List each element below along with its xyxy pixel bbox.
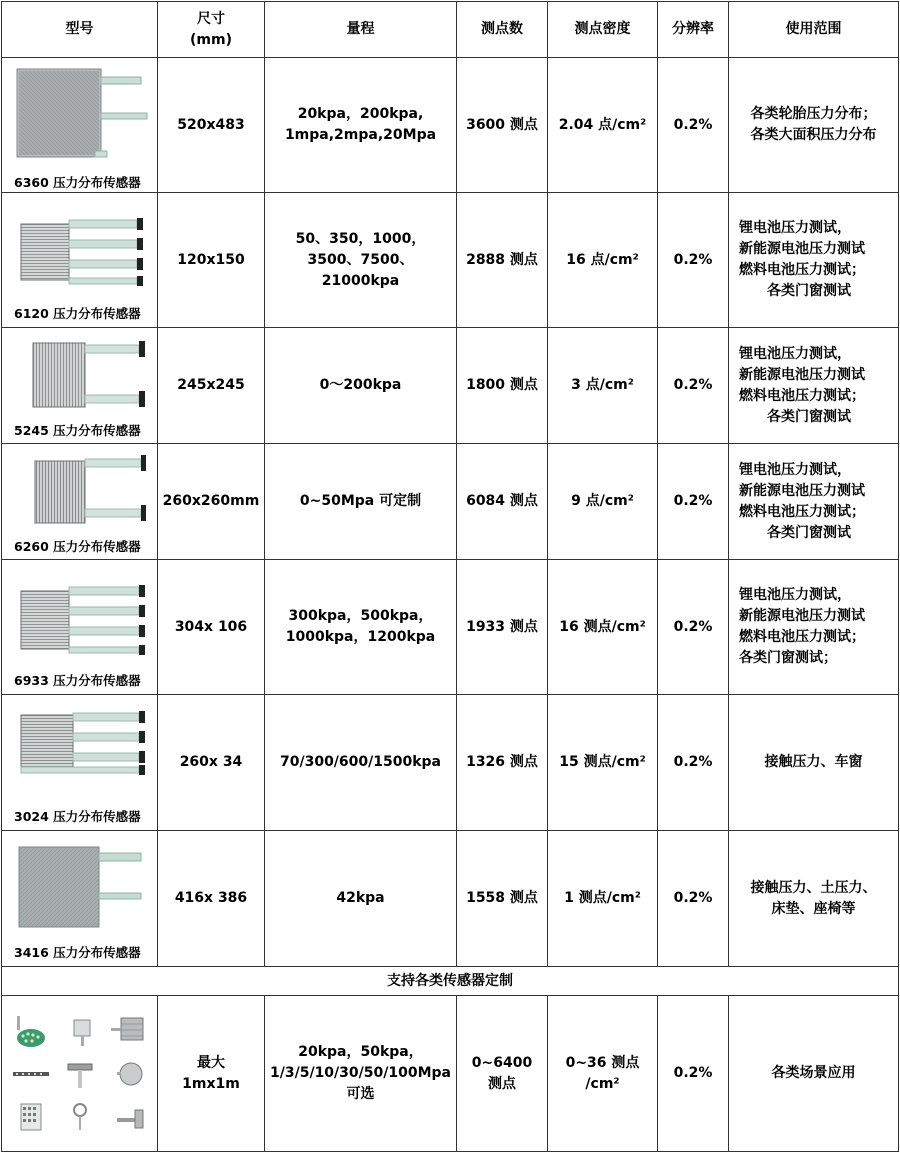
usage-line: 新能源电池压力测试 — [739, 482, 865, 499]
usage-line: 床垫、座椅等 — [771, 900, 856, 917]
range-cell — [265, 193, 457, 328]
header-resolution: 分辨率 — [658, 2, 729, 58]
custom-range-line: 可选 — [346, 1086, 375, 1102]
usage-line: 各类门窗测试 — [767, 524, 851, 541]
size-cell: 520x483 — [158, 58, 265, 193]
usage-line: 各类门窗测试； — [739, 650, 837, 666]
header-model: 型号 — [2, 2, 158, 58]
custom-icons-cell — [2, 996, 158, 1152]
range-cell — [265, 58, 457, 193]
resolution-cell: 0.2% — [658, 58, 729, 193]
model-cell — [2, 695, 158, 831]
range-cell — [265, 695, 457, 831]
model-caption: 3024 压力分布传感器 — [14, 808, 141, 824]
points-cell: 6084 测点 — [457, 444, 548, 560]
custom-banner-row — [2, 967, 899, 996]
usage-line: 锂电池压力测试， — [739, 345, 851, 362]
custom-banner: 支持各类传感器定制 — [2, 967, 899, 996]
table-row — [2, 58, 899, 193]
range-line: 1mpa,2mpa,20Mpa — [284, 127, 437, 143]
header-size — [158, 2, 265, 58]
size-cell: 120x150 — [158, 193, 265, 328]
header-points: 测点数 — [457, 2, 548, 58]
size-cell: 416x 386 — [158, 831, 265, 967]
sensor-3024-image — [5, 705, 155, 805]
resolution-cell: 0.2% — [658, 560, 729, 695]
model-caption: 6120 压力分布传感器 — [14, 306, 141, 321]
custom-points-line: 0~6400 — [471, 1054, 533, 1071]
model-cell — [2, 831, 158, 967]
custom-density-line: /cm² — [585, 1075, 620, 1092]
custom-resolution-cell: 0.2% — [658, 996, 729, 1152]
custom-size-cell — [158, 996, 265, 1152]
range-line: 0～200kpa — [319, 377, 402, 393]
strip-sensor-icon — [11, 1056, 51, 1092]
model-caption: 6933 压力分布传感器 — [14, 673, 141, 688]
usage-line: 锂电池压力测试， — [739, 220, 851, 236]
resolution-cell: 0.2% — [658, 695, 729, 831]
table-row — [2, 831, 899, 967]
model-caption: 6260 压力分布传感器 — [14, 538, 141, 554]
header-size-line1: 尺寸 — [197, 10, 225, 27]
custom-density-cell — [548, 996, 658, 1152]
size-cell: 304x 106 — [158, 560, 265, 695]
square-sensor-icon — [60, 1014, 100, 1050]
usage-line: 锂电池压力测试， — [739, 461, 851, 478]
custom-range-cell — [265, 996, 457, 1152]
sensor-6933-image — [5, 569, 155, 669]
range-cell — [265, 328, 457, 444]
size-cell: 260x260mm — [158, 444, 265, 560]
size-cell: 245x245 — [158, 328, 265, 444]
model-cell — [2, 444, 158, 560]
usage-cell — [729, 193, 899, 328]
size-cell: 260x 34 — [158, 695, 265, 831]
usage-line: 各类门窗测试 — [767, 408, 851, 425]
usage-line: 燃料电池压力测试； — [739, 262, 865, 278]
model-caption: 6360 压力分布传感器 — [14, 175, 141, 190]
usage-line: 新能源电池压力测试 — [739, 366, 865, 383]
model-caption: 5245 压力分布传感器 — [14, 422, 141, 438]
header-size-line2: (mm) — [190, 31, 232, 48]
density-cell: 3 点/cm² — [548, 328, 658, 444]
model-cell — [2, 193, 158, 328]
pad-sensor-icon — [109, 1098, 149, 1134]
points-cell: 1933 测点 — [457, 560, 548, 695]
sensor-6260-image — [5, 453, 155, 535]
range-line: 50、350，1000， — [295, 230, 426, 247]
resolution-cell: 0.2% — [658, 328, 729, 444]
usage-line: 新能源电池压力测试 — [739, 241, 865, 257]
sensor-3416-image — [5, 841, 155, 941]
range-line: 1000kpa，1200kpa — [285, 629, 436, 645]
resolution-cell: 0.2% — [658, 444, 729, 560]
grid-sensor-icon — [109, 1014, 149, 1050]
resolution-cell: 0.2% — [658, 193, 729, 328]
usage-line: 新能源电池压力测试 — [739, 608, 865, 624]
header-density: 测点密度 — [548, 2, 658, 58]
usage-cell — [729, 695, 899, 831]
range-line: 3500、7500、21000kpa — [307, 251, 414, 289]
usage-line: 燃料电池压力测试； — [739, 503, 865, 520]
usage-line: 燃料电池压力测试； — [739, 629, 865, 645]
table-row — [2, 193, 899, 328]
table-row — [2, 444, 899, 560]
range-line: 42kpa — [336, 890, 385, 906]
paddle-sensor-icon — [11, 1014, 51, 1050]
round-sensor-icon — [109, 1056, 149, 1092]
usage-cell — [729, 560, 899, 695]
custom-size-line: 最大 — [197, 1054, 225, 1071]
points-cell: 1558 测点 — [457, 831, 548, 967]
custom-usage-cell: 各类场景应用 — [729, 996, 899, 1152]
model-cell — [2, 328, 158, 444]
range-line: 70/300/600/1500kpa — [279, 754, 441, 770]
points-cell: 1800 测点 — [457, 328, 548, 444]
range-cell — [265, 560, 457, 695]
custom-range-line: 1/3/5/10/30/50/100Mpa — [270, 1065, 451, 1081]
resolution-cell: 0.2% — [658, 831, 729, 967]
range-line: 300kpa，500kpa， — [288, 608, 433, 624]
usage-line: 各类大面积压力分布 — [750, 127, 877, 143]
points-cell: 2888 测点 — [457, 193, 548, 328]
usage-line: 接触压力、土压力、 — [750, 879, 877, 896]
usage-cell — [729, 444, 899, 560]
t-sensor-icon — [60, 1056, 100, 1092]
usage-line: 接触压力、车窗 — [764, 754, 863, 770]
usage-line: 各类轮胎压力分布； — [750, 106, 877, 122]
usage-cell — [729, 58, 899, 193]
table-row — [2, 560, 899, 695]
custom-points-cell — [457, 996, 548, 1152]
range-cell — [265, 444, 457, 560]
header-row — [2, 2, 899, 58]
density-cell: 9 点/cm² — [548, 444, 658, 560]
range-line: 0~50Mpa 可定制 — [299, 493, 422, 509]
custom-range-line: 20kpa，50kpa， — [298, 1044, 423, 1060]
usage-cell — [729, 831, 899, 967]
ring-sensor-icon — [60, 1098, 100, 1134]
usage-line: 锂电池压力测试， — [739, 587, 851, 603]
density-cell: 15 测点/cm² — [548, 695, 658, 831]
points-cell: 1326 测点 — [457, 695, 548, 831]
custom-points-line: 测点 — [488, 1075, 516, 1092]
sensor-6120-image — [5, 202, 155, 302]
header-usage: 使用范围 — [729, 2, 899, 58]
custom-row — [2, 996, 899, 1152]
custom-size-line: 1mx1m — [182, 1075, 240, 1092]
range-line: 20kpa，200kpa, — [297, 106, 424, 122]
usage-line: 各类门窗测试 — [767, 283, 851, 299]
table-row — [2, 328, 899, 444]
usage-line: 燃料电池压力测试； — [739, 387, 865, 404]
points-cell: 3600 测点 — [457, 58, 548, 193]
header-range: 量程 — [265, 2, 457, 58]
usage-cell — [729, 328, 899, 444]
range-cell — [265, 831, 457, 967]
model-cell — [2, 560, 158, 695]
model-cell — [2, 58, 158, 193]
sensor-5245-image — [5, 337, 155, 419]
density-cell: 16 点/cm² — [548, 193, 658, 328]
density-cell: 1 测点/cm² — [548, 831, 658, 967]
custom-sensor-icons — [2, 1008, 157, 1140]
sensor-spec-table — [1, 1, 899, 1152]
density-cell: 2.04 点/cm² — [548, 58, 658, 193]
sensor-6360-image — [5, 63, 155, 171]
array-sensor-icon — [11, 1098, 51, 1134]
model-caption: 3416 压力分布传感器 — [14, 944, 141, 960]
custom-density-line: 0~36 测点 — [565, 1054, 640, 1071]
density-cell: 16 测点/cm² — [548, 560, 658, 695]
table-row — [2, 695, 899, 831]
